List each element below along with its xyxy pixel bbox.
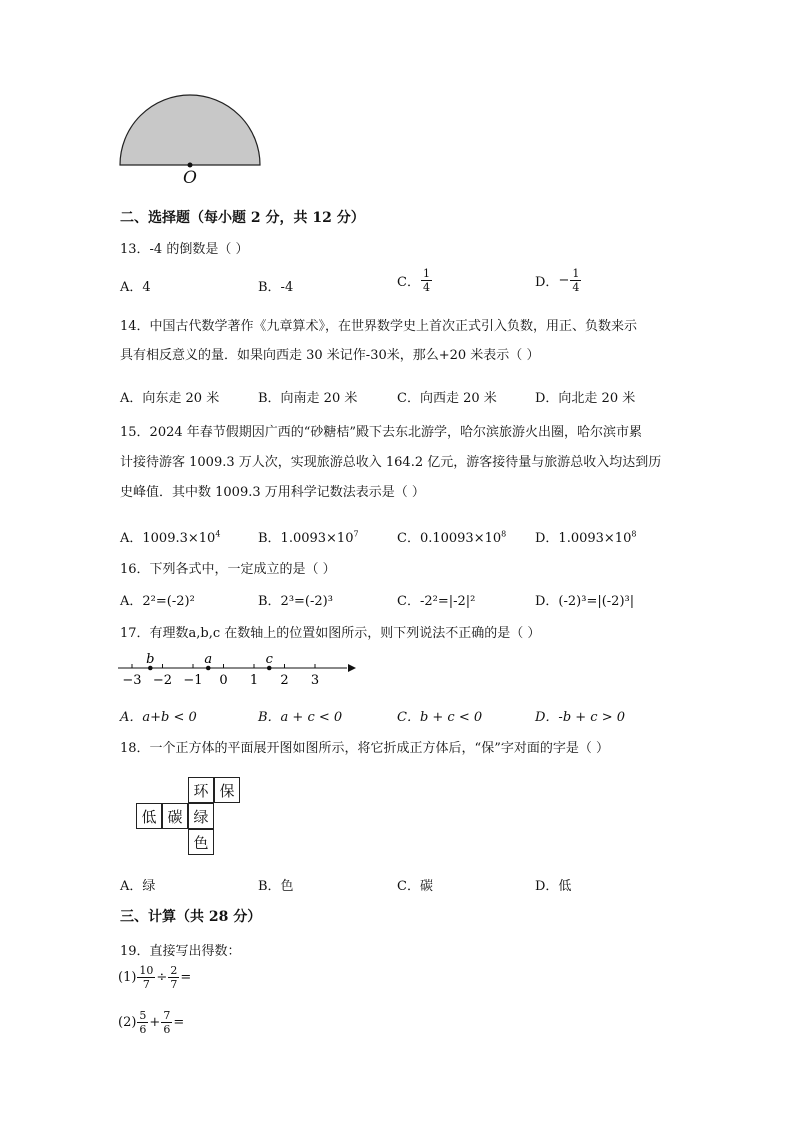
q17-option-d[interactable]: D．-b + c > 0 xyxy=(535,710,626,725)
number-line-point-label-b: b xyxy=(146,652,155,667)
q13-d-fraction xyxy=(570,268,581,293)
q13-d-num: 1 xyxy=(572,267,580,280)
number-line-tick-label: 2 xyxy=(280,673,289,688)
q18-option-c[interactable]: C．碳 xyxy=(397,879,433,894)
section2-title: 二、选择题（每小题 2 分，共 12 分） xyxy=(120,210,365,226)
cube-cell-lv: 绿 xyxy=(188,803,214,829)
q19-p1-op: ÷ xyxy=(156,970,168,985)
q16-option-b[interactable]: B．2³=(-2)³ xyxy=(258,594,333,609)
q17-option-c[interactable]: C．b + c < 0 xyxy=(397,710,483,725)
q19-p2-label: (2) xyxy=(118,1015,137,1030)
q13-stem: 13．-4 的倒数是（ ） xyxy=(120,242,249,257)
q15-option-d[interactable] xyxy=(535,527,636,546)
cube-cell-bao: 保 xyxy=(214,777,240,803)
number-line-tick-label: −2 xyxy=(152,673,173,688)
q15-b-exp: 7 xyxy=(353,529,359,539)
cube-cell-huan: 环 xyxy=(188,777,214,803)
number-line-tick-label: 0 xyxy=(219,673,228,688)
center-label-o: O xyxy=(183,168,197,188)
q16-stem: 16．下列各式中，一定成立的是（ ） xyxy=(120,562,336,577)
q19-p1-n2: 2 xyxy=(170,964,178,977)
q14-option-a[interactable]: A．向东走 20 米 xyxy=(120,391,220,406)
q15-line3: 史峰值．其中数 1009.3 万用科学记数法表示是（ ） xyxy=(120,485,425,500)
q15-option-b[interactable] xyxy=(258,527,359,546)
cube-cell-di: 低 xyxy=(136,803,162,829)
q13-d-sign: − xyxy=(558,273,570,288)
number-line xyxy=(115,650,360,690)
number-line-tick-label: 1 xyxy=(249,673,259,688)
q19-p1-d2: 7 xyxy=(170,978,178,991)
q14-option-d[interactable]: D．向北走 20 米 xyxy=(535,391,636,406)
q18-option-a[interactable]: A．绿 xyxy=(120,879,156,894)
q16-option-a[interactable]: A．2²=(-2)² xyxy=(120,594,195,609)
q16-option-d[interactable]: D．(-2)³=|(-2)³| xyxy=(535,594,635,609)
q14-line1: 14．中国古代数学著作《九章算术》，在世界数学史上首次正式引入负数，用正、负数来示 xyxy=(120,319,638,334)
q14-option-c[interactable]: C．向西走 20 米 xyxy=(397,391,497,406)
q15-d-base: D．1.0093×10 xyxy=(535,531,632,546)
number-line-point-label-a: a xyxy=(204,652,213,667)
q19-p2-eq: = xyxy=(173,1015,185,1030)
q13-option-a[interactable]: A．4 xyxy=(120,280,151,295)
q19-part1 xyxy=(118,965,191,990)
q15-line1: 15．2024 年春节假期因广西的“砂糖桔”殿下去东北游学，哈尔滨旅游火出圈，哈尔滨市累 xyxy=(120,425,643,440)
q15-b-base: B．1.0093×10 xyxy=(258,531,354,546)
q19-p2-d2: 6 xyxy=(163,1023,171,1036)
q19-p1-d1: 7 xyxy=(142,978,150,991)
number-line-tick-label: 3 xyxy=(310,673,320,688)
q18-option-d[interactable]: D．低 xyxy=(535,879,572,894)
q19-p2-d1: 6 xyxy=(139,1023,147,1036)
q15-option-a[interactable] xyxy=(120,527,220,546)
q15-c-base: C．0.10093×10 xyxy=(397,531,502,546)
q15-option-c[interactable] xyxy=(397,527,506,546)
q13-d-prefix: D． xyxy=(535,275,559,290)
q14-line2: 具有相反意义的量．如果向西走 30 米记作-30米，那么+20 米表示（ ） xyxy=(120,348,540,363)
q19-part2 xyxy=(118,1010,184,1035)
q13-option-c[interactable] xyxy=(397,268,433,293)
q19-p1-eq: = xyxy=(180,970,192,985)
q13-c-num: 1 xyxy=(422,267,430,280)
q13-option-d[interactable] xyxy=(535,268,582,293)
q13-c-prefix: C． xyxy=(397,275,420,290)
q15-a-base: A．1009.3×10 xyxy=(120,531,216,546)
section3-title: 三、计算（共 28 分） xyxy=(120,909,262,925)
q13-c-fraction xyxy=(421,268,432,293)
cube-net xyxy=(133,777,243,857)
cube-cell-tan: 碳 xyxy=(162,803,188,829)
q19-stem: 19．直接写出得数： xyxy=(120,944,241,959)
q16-option-c[interactable]: C．-2²=|-2|² xyxy=(397,594,476,609)
q13-c-den: 4 xyxy=(422,281,430,294)
q19-p1-label: (1) xyxy=(118,970,137,985)
q15-a-exp: 4 xyxy=(215,529,221,539)
q17-stem: 17．有理数a,b,c 在数轴上的位置如图所示，则下列说法不正确的是（ ） xyxy=(120,626,541,641)
q19-p2-n2: 7 xyxy=(163,1009,171,1022)
q19-p2-op: + xyxy=(149,1015,161,1030)
number-line-point-label-c: c xyxy=(265,652,273,667)
q19-p1-n1: 10 xyxy=(139,964,154,977)
q19-p2-n1: 5 xyxy=(139,1009,147,1022)
q14-option-b[interactable]: B．向南走 20 米 xyxy=(258,391,358,406)
cube-cell-se: 色 xyxy=(188,829,214,855)
number-line-tick-label: −1 xyxy=(183,673,203,688)
q18-option-b[interactable]: B．色 xyxy=(258,879,294,894)
q15-d-exp: 8 xyxy=(631,529,637,539)
q15-c-exp: 8 xyxy=(501,529,507,539)
q17-option-b[interactable]: B．a + c < 0 xyxy=(258,710,343,725)
q13-d-den: 4 xyxy=(572,281,580,294)
q13-option-b[interactable]: B．-4 xyxy=(258,280,294,295)
number-line-tick-label: −3 xyxy=(122,673,142,688)
q18-stem: 18．一个正方体的平面展开图如图所示，将它折成正方体后，“保”字对面的字是（ ） xyxy=(120,741,609,756)
q15-line2: 计接待游客 1009.3 万人次，实现旅游总收入 164.2 亿元，游客接待量与旅游总收入均达到历 xyxy=(120,455,662,470)
q17-option-a[interactable]: A．a+b < 0 xyxy=(120,710,197,725)
